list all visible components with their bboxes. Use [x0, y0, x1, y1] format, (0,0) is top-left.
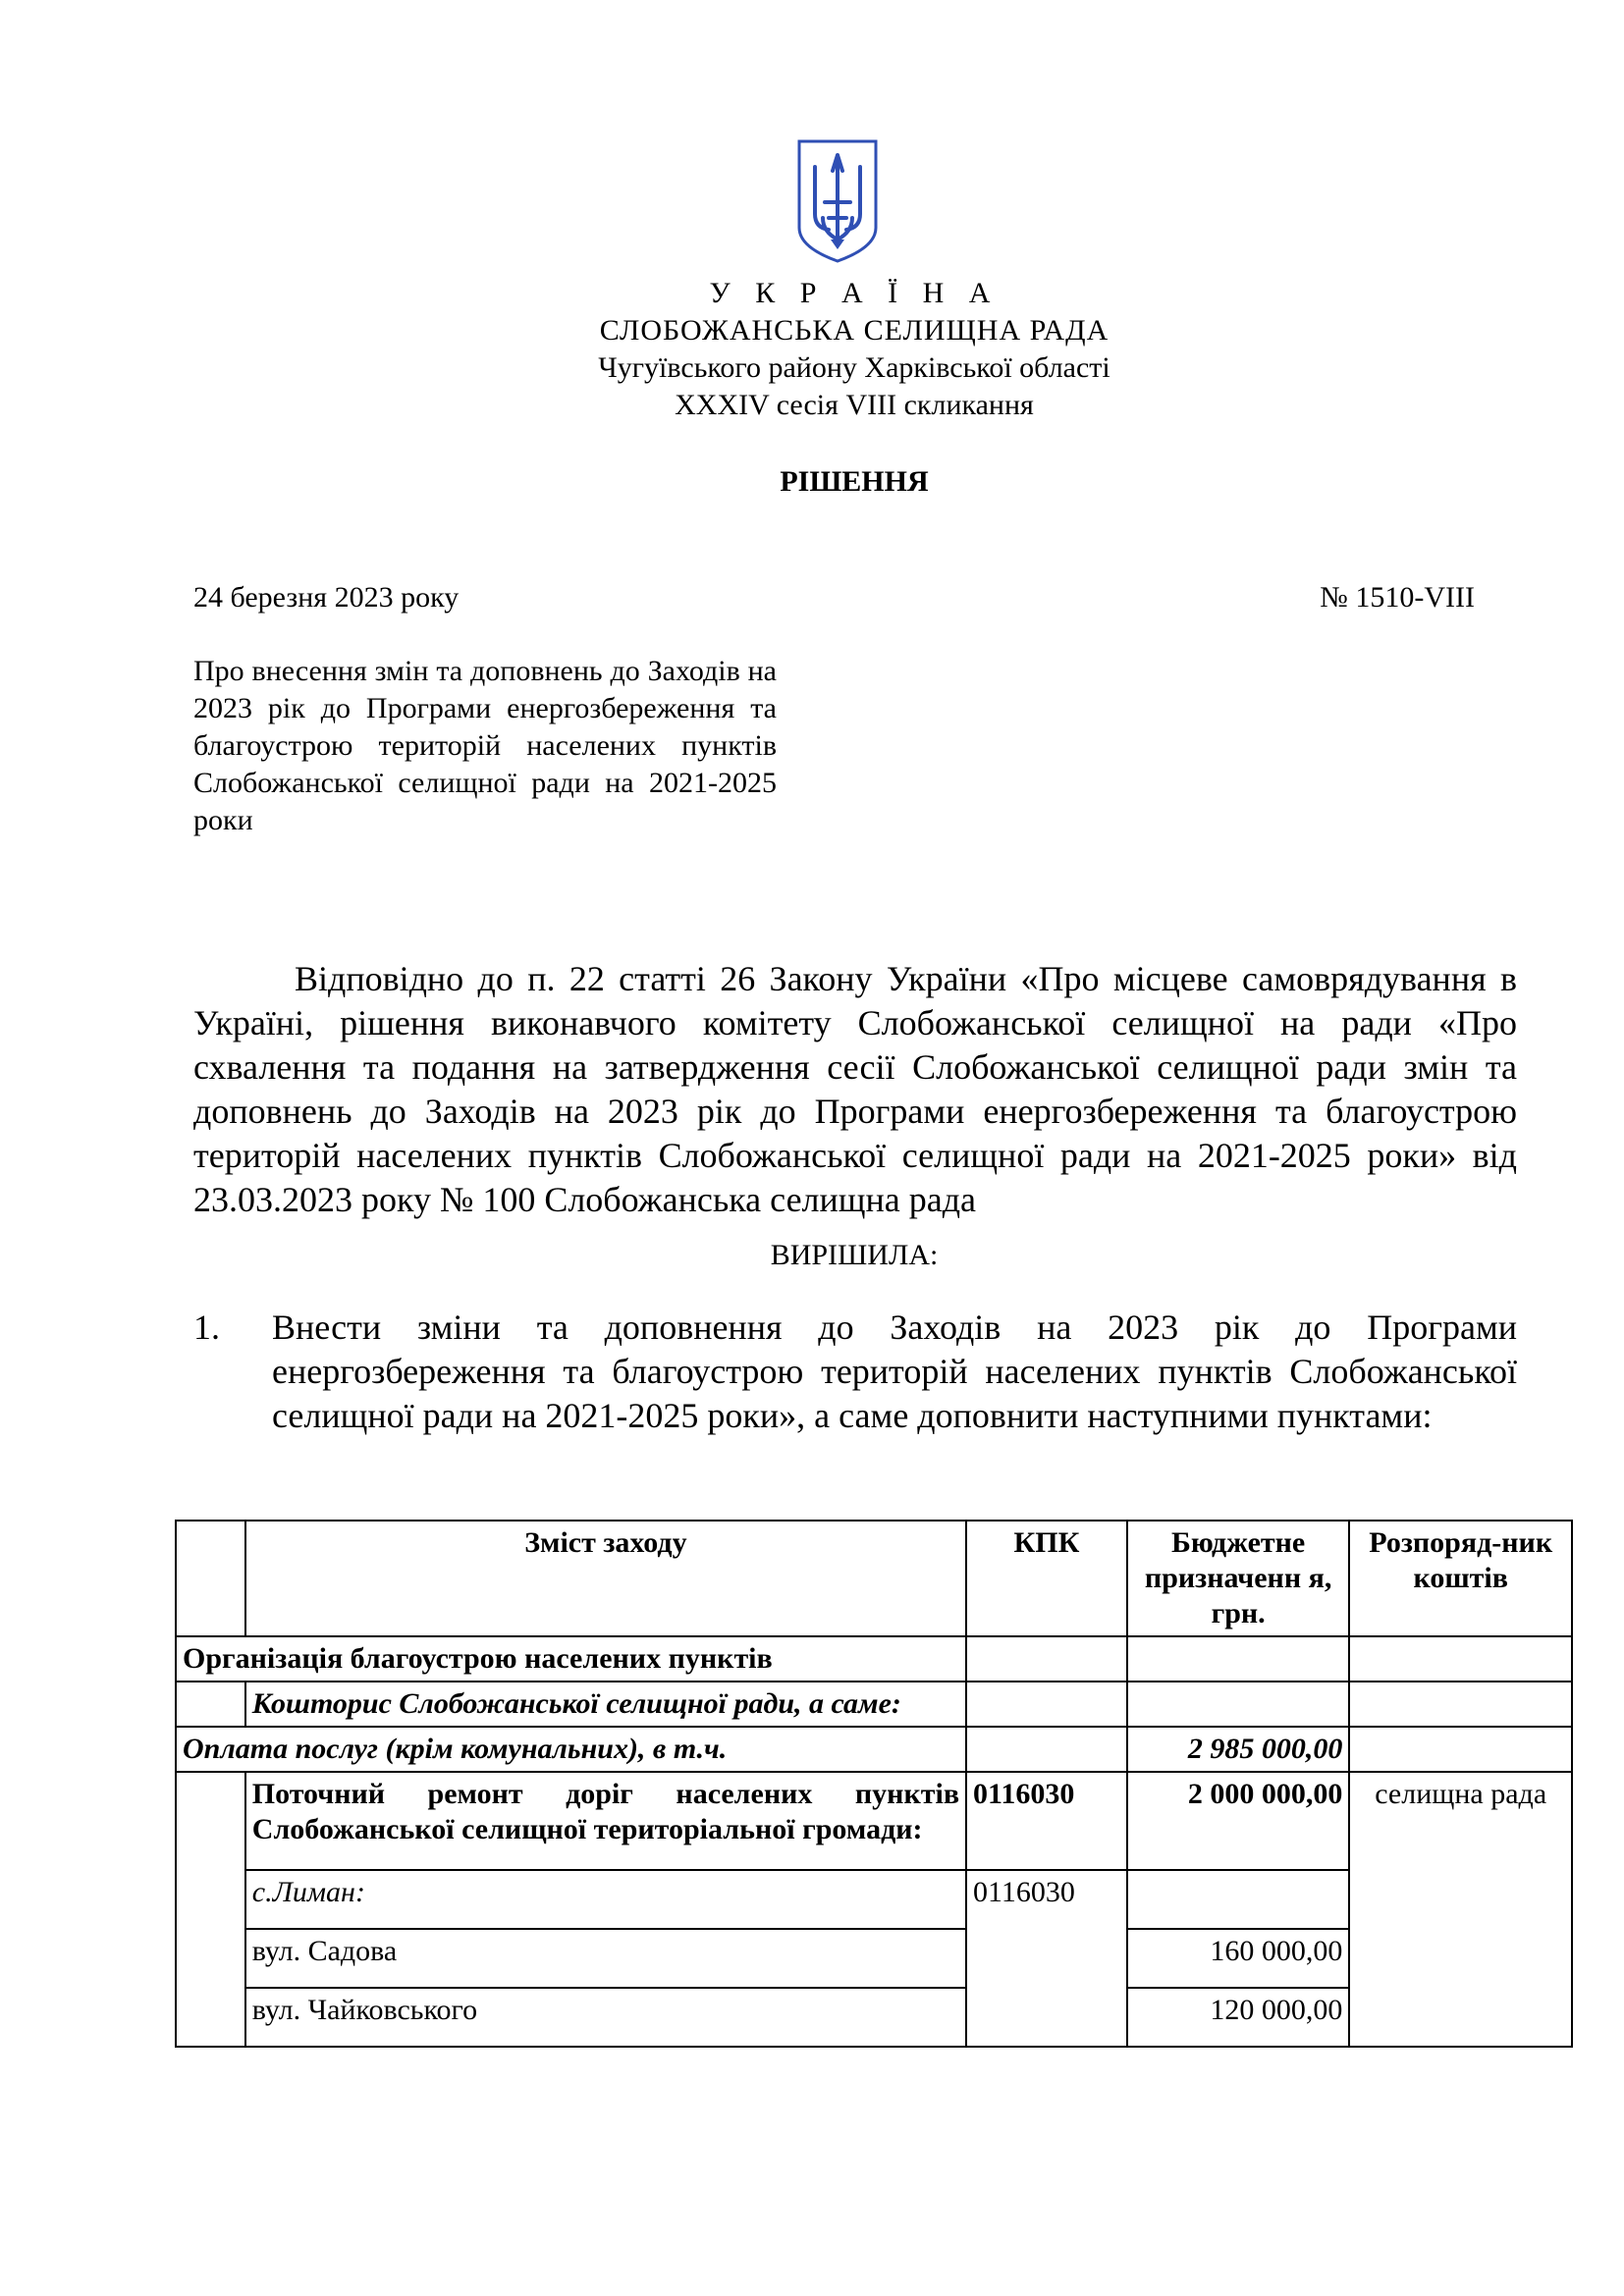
table-row — [176, 1772, 1572, 1870]
country-name: У К Р А Ї Н А — [709, 277, 1000, 309]
decision-date: 24 березня 2023 року — [193, 581, 460, 614]
header-kpk: КПК — [966, 1521, 1127, 1636]
village-kpk: 0116030 — [966, 1870, 1127, 2047]
repair-kpk: 0116030 — [966, 1772, 1127, 1870]
table-row — [176, 1682, 1572, 1727]
measures-table — [175, 1520, 1573, 2048]
repair-label: Поточний ремонт доріг населених пунктів Слобожанської селищної територіальної громади: — [245, 1772, 966, 1870]
header-content: Зміст заходу — [245, 1521, 966, 1636]
repair-amount: 2 000 000,00 — [1127, 1772, 1350, 1870]
table-header-row — [176, 1521, 1572, 1636]
district-line: Чугуївського району Харківської області — [598, 351, 1110, 384]
council-name: СЛОБОЖАНСЬКА СЕЛИЩНА РАДА — [599, 314, 1110, 347]
table-row — [176, 1636, 1572, 1682]
coat-of-arms-icon — [793, 137, 882, 265]
decided-heading: ВИРІШИЛА: — [770, 1239, 939, 1271]
section-title: Організація благоустрою населених пунктів — [176, 1636, 966, 1682]
street-label: вул. Садова — [245, 1929, 966, 1988]
estimate-label: Кошторис Слобожанської селищної ради, а саме: — [245, 1682, 966, 1727]
list-item-text: Внести зміни та доповнення до Заходів на 2023 рік до Програми енергозбереження та благоустрою територій населених пунктів Слобожанської селищної ради на 2021-2025 роки», а саме доповнити наступними пунктами: — [272, 1308, 1517, 1435]
preamble-paragraph: Відповідно до п. 22 статті 26 Закону України «Про місцеве самоврядування в Україні, рішення виконавчого комітету Слобожанської селищної на ради «Про схвалення та подання на затвердження сесії Слобожанської селищної ради змін та доповнень до Заходів на 2023 рік до Програми енергозбереження та благоустрою територій населених пунктів Слобожанської селищної ради на 2021-2025 роки» від 23.03.2023 року № 100 Слобожанська селищна рада — [193, 959, 1517, 1219]
session-line: XXXIV сесія VIII скликання — [675, 389, 1034, 421]
header-budget: Бюджетне призначенн я, грн. — [1127, 1521, 1350, 1636]
street-amount: 120 000,00 — [1127, 1988, 1350, 2047]
services-amount: 2 985 000,00 — [1127, 1727, 1350, 1772]
table-row — [176, 1727, 1572, 1772]
street-amount: 160 000,00 — [1127, 1929, 1350, 1988]
decision-subject: Про внесення змін та доповнень до Заходів на 2023 рік до Програми енергозбереження та благоустрою територій населених пунктів Слобожанської селищної ради на 2021-2025 роки — [193, 655, 777, 836]
header-manager: Розпоряд-ник коштів — [1349, 1521, 1572, 1636]
village-label: с.Лиман: — [245, 1870, 966, 1929]
decision-number: № 1510-VIII — [1320, 581, 1475, 614]
document-title: РІШЕННЯ — [780, 465, 929, 498]
services-label: Оплата послуг (крім комунальних), в т.ч. — [176, 1727, 966, 1772]
list-item-number: 1. — [193, 1308, 220, 1347]
street-label: вул. Чайковського — [245, 1988, 966, 2047]
repair-manager: селищна рада — [1349, 1772, 1572, 2047]
